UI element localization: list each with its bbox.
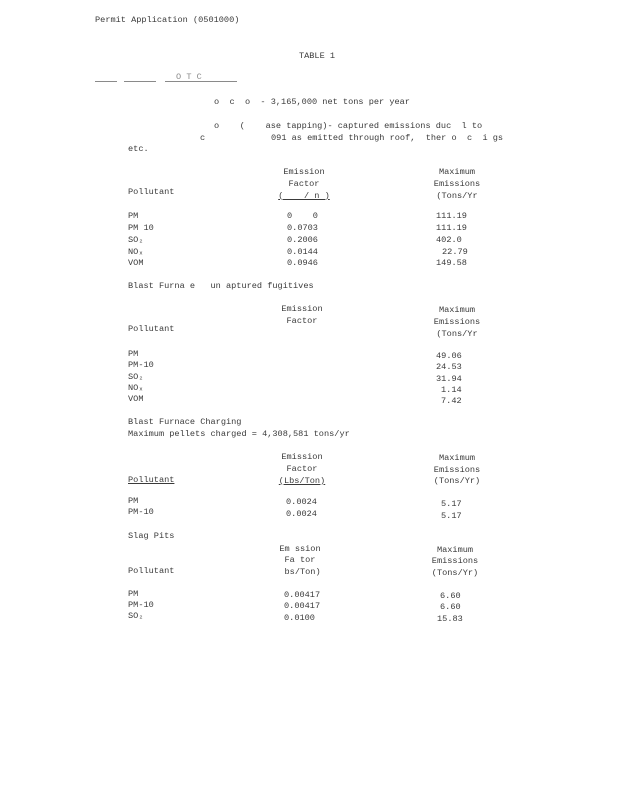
factor-header-line-1: Emission [281,304,323,314]
pollutant-cell: PM [128,589,139,599]
max-cell: 111.19 [436,223,467,233]
section-title: Blast Furna e un aptured fugitives [128,281,314,291]
pollutant-cell: NOₓ [128,247,144,257]
max-header-line-1: Maximum [438,167,476,177]
pollutant-header: Pollutant [128,324,175,334]
section-title: Blast Furnace Charging [128,417,242,427]
factor-cell: 0.0144 [287,247,318,257]
description-line-1: o ( ase tapping)- captured emissions duc l to [214,121,483,131]
max-cell: 149.58 [436,258,467,268]
pollutant-cell: SO₂ [128,235,144,245]
description-line-3: etc. [128,144,149,154]
max-header-units: (Tons/Yr [436,329,478,339]
max-header-line-2: Emissions [433,317,481,327]
max-cell: 7.42 [441,396,462,406]
factor-header-line-2: Factor [286,464,318,474]
pollutant-cell: PM-10 [128,360,154,370]
factor-header-line-2: Factor [288,179,320,189]
pollutant-cell: PM [128,211,139,221]
production-line: o c o - 3,165,000 net tons per year [214,97,410,107]
max-cell: 6.60 [440,591,461,601]
max-header-line-1: Maximum [438,453,476,463]
max-header-line-2: Emissions [433,179,481,189]
factor-header-units: bs/Ton) [279,567,321,577]
max-cell: 5.17 [441,499,462,509]
max-cell: 111.19 [436,211,467,221]
pollutant-cell: PM-10 [128,507,154,517]
max-cell: 22.79 [442,247,468,257]
max-cell: 49.06 [436,351,462,361]
factor-cell: 0.0100 [284,613,315,623]
pollutant-cell: PM-10 [128,600,154,610]
factor-header-line-2: Fa tor [284,555,316,565]
max-header-line-2: Emissions [431,556,479,566]
max-cell: 5.17 [441,511,462,521]
max-header-units: (Tons/Yr [436,191,478,201]
page-header: Permit Application (0501000) [95,15,240,25]
factor-header-line-2: Factor [286,316,318,326]
max-cell: 24.53 [436,362,462,372]
factor-header-units: (Lbs/Ton) [278,476,326,486]
pollutant-cell: PM [128,496,139,506]
factor-cell: 0.00417 [284,601,321,611]
pollutant-cell: SO₂ [128,611,144,621]
max-header-line-1: Maximum [436,545,474,555]
pollutant-cell: VOM [128,394,144,404]
factor-cell: 0.0024 [286,497,317,507]
factor-header-line-1: Emission [281,452,323,462]
heading-fragment: O T C [176,72,202,82]
max-cell: 6.60 [440,602,461,612]
pollutant-header: Pollutant [128,566,175,576]
heading-dash-2 [124,81,156,82]
max-header-units: (Tons/Yr) [433,476,481,486]
factor-cell: 0 0 [287,211,318,221]
pollutant-header: Pollutant [128,475,175,485]
max-cell: 402.0 [436,235,462,245]
factor-cell: 0.0024 [286,509,317,519]
factor-header-line-1: Emission [283,167,325,177]
pollutant-cell: SO₂ [128,372,144,382]
max-header-line-2: Emissions [433,465,481,475]
pollutant-cell: PM 10 [128,223,154,233]
factor-cell: 0.0946 [287,258,318,268]
pollutant-header: Pollutant [128,187,175,197]
factor-header-units: ( / n ) [278,191,330,201]
factor-cell: 0.0703 [287,223,318,233]
description-line-2-left: c [200,133,206,143]
table-title: TABLE 1 [298,51,336,61]
heading-dash-1 [95,81,117,82]
max-header-units: (Tons/Yr) [431,568,479,578]
factor-cell: 0.2006 [287,235,318,245]
max-cell: 1.14 [441,385,462,395]
description-line-2-right: 091 as emitted through roof, ther o c i gs [271,133,504,143]
pollutant-cell: PM [128,349,139,359]
pollutant-cell: NOₓ [128,383,144,393]
max-header-line-1: Maximum [438,305,476,315]
section-title: Slag Pits [128,531,175,541]
section-subtitle: Maximum pellets charged = 4,308,581 tons/yr [128,429,350,439]
max-cell: 15.83 [437,614,463,624]
factor-header-line-1: Em ssion [279,544,321,554]
max-cell: 31.94 [436,374,462,384]
factor-cell: 0.00417 [284,590,321,600]
pollutant-cell: VOM [128,258,144,268]
